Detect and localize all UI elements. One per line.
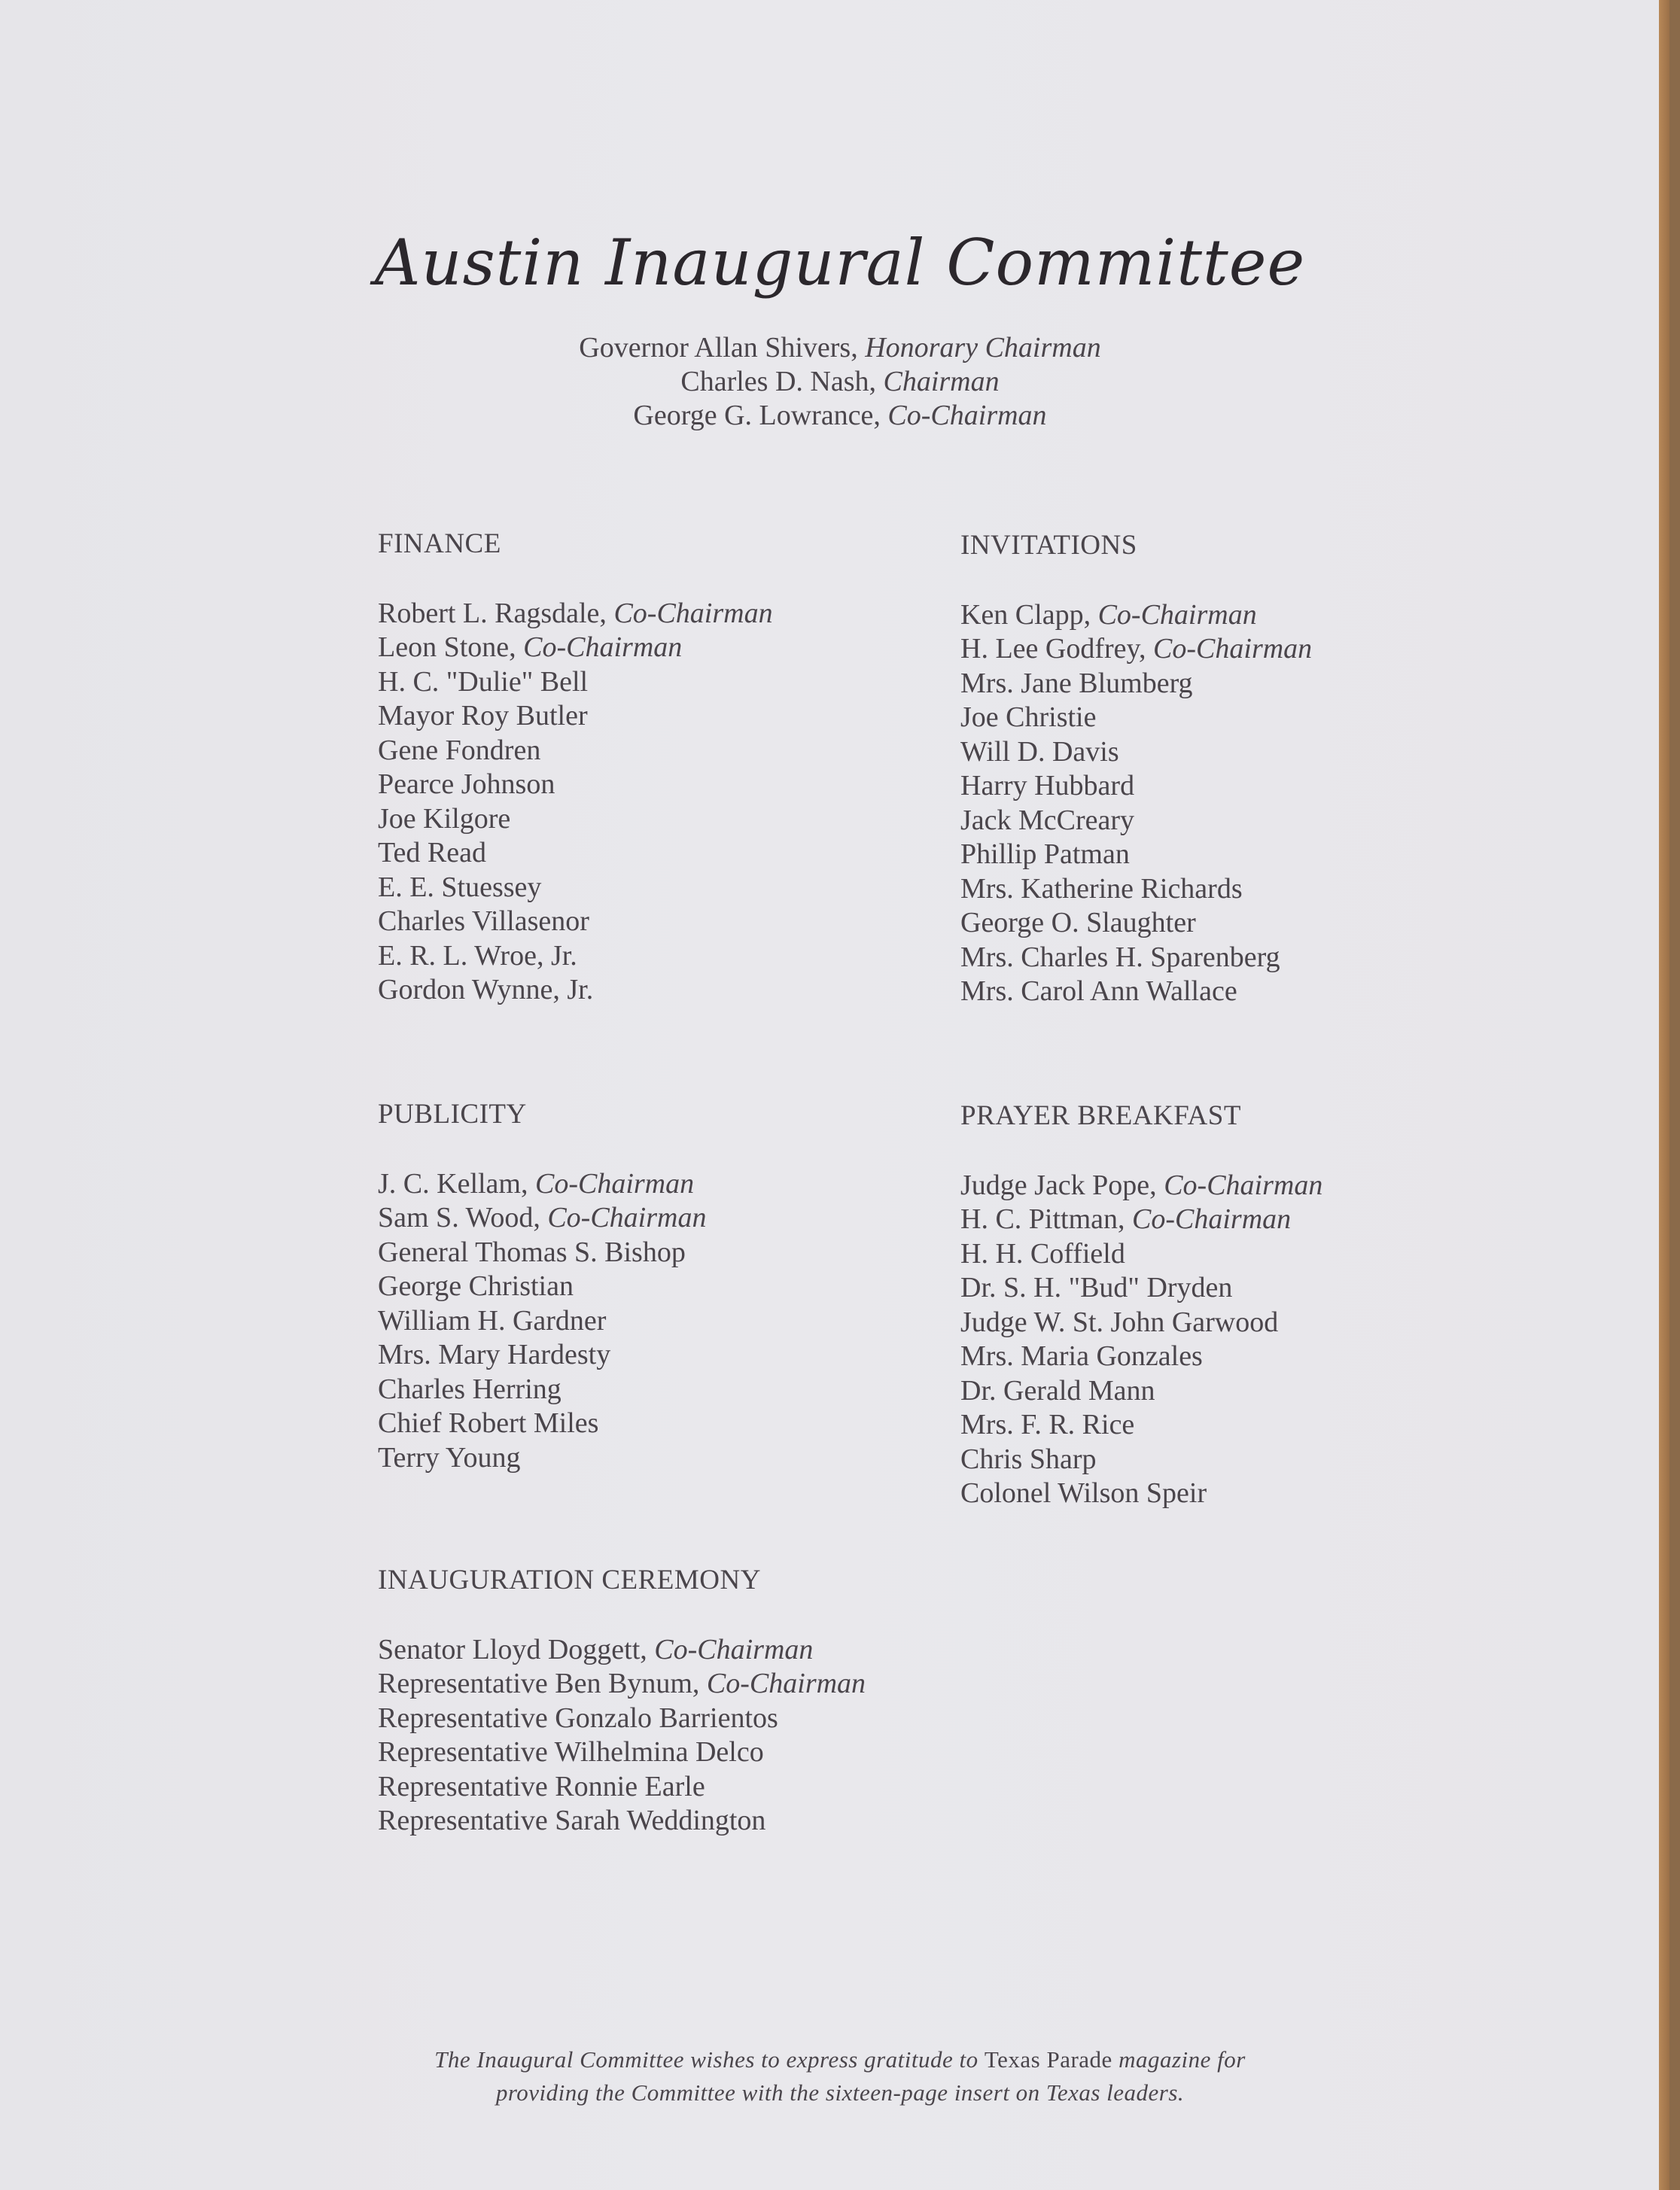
- officer-name: Governor Allan Shivers,: [579, 332, 858, 363]
- section-heading: FINANCE: [378, 528, 501, 559]
- member-name: Judge Jack Pope,: [960, 1169, 1157, 1201]
- member-item: [960, 906, 1312, 941]
- section-heading: PRAYER BREAKFAST: [960, 1100, 1241, 1131]
- officer-line: [0, 399, 1669, 433]
- member-name: Mrs. Carol Ann Wallace: [960, 975, 1237, 1007]
- member-name: Mrs. Mary Hardesty: [378, 1339, 611, 1370]
- member-name: Ted Read: [378, 837, 487, 868]
- member-name: General Thomas S. Bishop: [378, 1236, 686, 1268]
- member-item: [960, 1443, 1322, 1477]
- member-role: Co-Chairman: [654, 1633, 814, 1665]
- member-item: [960, 872, 1312, 907]
- member-item: [960, 1203, 1322, 1237]
- member-name: H. H. Coffield: [960, 1237, 1125, 1270]
- member-name: Mayor Roy Butler: [378, 700, 588, 732]
- member-role: Co-Chairman: [523, 631, 683, 663]
- member-role: Co-Chairman: [1097, 598, 1257, 631]
- member-item: [378, 1441, 706, 1476]
- member-item: [378, 768, 773, 802]
- page-edge: [1659, 0, 1669, 2190]
- member-item: [378, 631, 773, 665]
- member-item: [960, 1169, 1322, 1203]
- member-name: Representative Ben Bynum,: [378, 1668, 700, 1699]
- member-name: Leon Stone,: [378, 631, 516, 663]
- member-name: Gordon Wynne, Jr.: [378, 974, 594, 1005]
- member-item: [960, 1340, 1322, 1374]
- officer-name: Charles D. Nash,: [680, 366, 876, 397]
- member-role: Co-Chairman: [1132, 1203, 1292, 1235]
- member-item: [960, 838, 1312, 872]
- member-name: Representative Sarah Weddington: [378, 1805, 766, 1836]
- member-item: [378, 905, 773, 939]
- member-name: Chief Robert Miles: [378, 1407, 599, 1439]
- member-name: Charles Villasenor: [378, 905, 589, 937]
- member-name: Judge W. St. John Garwood: [960, 1306, 1279, 1338]
- publicity-section: [378, 1097, 706, 1475]
- member-name: Senator Lloyd Doggett,: [378, 1633, 647, 1665]
- member-name: E. R. L. Wroe, Jr.: [378, 939, 577, 972]
- member-item: [378, 1804, 866, 1839]
- member-item: [378, 1633, 866, 1668]
- member-name: Gene Fondren: [378, 734, 541, 766]
- section-heading: INVITATIONS: [960, 530, 1137, 561]
- page-title: Austin Inaugural Committee: [374, 226, 1306, 300]
- member-item: [960, 1306, 1322, 1340]
- member-list: [378, 1167, 706, 1476]
- member-item: [378, 1236, 706, 1270]
- invitations-section: [960, 528, 1312, 1009]
- footnote-line-2: providing the Committee with the sixteen-page insert on Texas leaders.: [495, 2079, 1185, 2106]
- officer-role: Co-Chairman: [887, 400, 1047, 431]
- footnote-text: magazine for: [1118, 2046, 1246, 2073]
- footnote-text: The Inaugural Committee wishes to express gratitude to: [434, 2046, 978, 2073]
- member-item: [960, 804, 1312, 838]
- member-role: Co-Chairman: [1164, 1169, 1323, 1201]
- member-item: [378, 734, 773, 768]
- member-name: George Christian: [378, 1270, 574, 1302]
- member-list: [378, 1633, 866, 1839]
- member-name: Dr. Gerald Mann: [960, 1374, 1155, 1407]
- member-item: [960, 1374, 1322, 1409]
- member-name: Joe Kilgore: [378, 802, 511, 835]
- member-item: [378, 1270, 706, 1304]
- member-item: [378, 1702, 866, 1736]
- member-role: Co-Chairman: [706, 1668, 866, 1699]
- member-item: [960, 1271, 1322, 1306]
- member-item: [960, 1237, 1322, 1272]
- member-item: [378, 939, 773, 974]
- member-item: [960, 1477, 1322, 1511]
- member-item: [378, 1770, 866, 1805]
- officers-block: [0, 331, 1669, 433]
- magazine-name: Texas Parade: [984, 2046, 1112, 2073]
- member-item: [960, 975, 1312, 1009]
- member-role: Co-Chairman: [1153, 633, 1313, 665]
- member-name: Colonel Wilson Speir: [960, 1477, 1207, 1509]
- member-item: [378, 1201, 706, 1236]
- member-name: H. C. "Dulie" Bell: [378, 665, 589, 698]
- member-name: Robert L. Ragsdale,: [378, 597, 607, 629]
- member-item: [960, 667, 1312, 701]
- member-name: Representative Gonzalo Barrientos: [378, 1702, 778, 1734]
- member-item: [378, 1167, 706, 1202]
- member-name: Charles Herring: [378, 1373, 562, 1405]
- member-item: [378, 1667, 866, 1702]
- member-item: [378, 665, 773, 700]
- member-item: [960, 701, 1312, 735]
- member-item: [378, 597, 773, 631]
- officer-name: George G. Lowrance,: [633, 400, 881, 431]
- member-list: [960, 598, 1312, 1009]
- member-item: [960, 632, 1312, 667]
- inauguration-ceremony-section: [378, 1563, 866, 1839]
- member-item: [378, 973, 773, 1008]
- member-item: [960, 769, 1312, 804]
- officer-role: Honorary Chairman: [865, 332, 1101, 363]
- member-name: Terry Young: [378, 1441, 521, 1474]
- member-item: [378, 802, 773, 837]
- officer-line: [0, 365, 1669, 399]
- footnote-line-1: [0, 2043, 1669, 2076]
- member-item: [960, 941, 1312, 975]
- member-list: [960, 1169, 1322, 1511]
- member-role: Co-Chairman: [534, 1167, 695, 1200]
- member-name: Harry Hubbard: [960, 770, 1135, 801]
- member-role: Co-Chairman: [547, 1202, 707, 1233]
- member-role: Co-Chairman: [613, 597, 773, 629]
- member-name: Will D. Davis: [960, 735, 1119, 768]
- member-name: Representative Ronnie Earle: [378, 1770, 705, 1802]
- finance-section: [378, 527, 773, 1008]
- member-list: [378, 597, 773, 1008]
- member-item: [960, 598, 1312, 633]
- member-name: J. C. Kellam,: [378, 1167, 528, 1200]
- member-name: Joe Christie: [960, 701, 1097, 733]
- member-item: [378, 871, 773, 905]
- member-name: Mrs. F. R. Rice: [960, 1409, 1135, 1440]
- member-item: [960, 1408, 1322, 1443]
- member-item: [378, 1304, 706, 1339]
- member-item: [378, 1338, 706, 1373]
- member-name: Ken Clapp,: [960, 598, 1091, 631]
- section-heading: PUBLICITY: [378, 1099, 527, 1130]
- prayer-breakfast-section: [960, 1099, 1322, 1511]
- member-name: Chris Sharp: [960, 1443, 1097, 1475]
- member-name: H. C. Pittman,: [960, 1203, 1125, 1235]
- officer-role: Chairman: [883, 366, 1000, 397]
- member-item: [378, 699, 773, 734]
- section-heading: INAUGURATION CEREMONY: [378, 1565, 761, 1595]
- member-name: Jack McCreary: [960, 804, 1135, 836]
- member-name: William H. Gardner: [378, 1304, 607, 1337]
- member-name: Mrs. Charles H. Sparenberg: [960, 941, 1280, 973]
- member-name: Mrs. Maria Gonzales: [960, 1340, 1203, 1372]
- acknowledgement-footnote: [0, 2043, 1669, 2109]
- member-item: [378, 1735, 866, 1770]
- member-item: [378, 1373, 706, 1407]
- officer-line: [0, 331, 1669, 365]
- member-item: [378, 1407, 706, 1441]
- member-item: [378, 836, 773, 871]
- member-name: Pearce Johnson: [378, 768, 555, 800]
- member-name: H. Lee Godfrey,: [960, 633, 1146, 665]
- member-name: Representative Wilhelmina Delco: [378, 1736, 764, 1768]
- member-name: George O. Slaughter: [960, 907, 1196, 938]
- member-name: Mrs. Jane Blumberg: [960, 667, 1193, 699]
- member-item: [960, 735, 1312, 770]
- member-name: Sam S. Wood,: [378, 1202, 540, 1233]
- member-name: Phillip Patman: [960, 838, 1130, 870]
- member-name: Dr. S. H. "Bud" Dryden: [960, 1272, 1233, 1303]
- member-name: E. E. Stuessey: [378, 871, 542, 903]
- member-name: Mrs. Katherine Richards: [960, 872, 1243, 905]
